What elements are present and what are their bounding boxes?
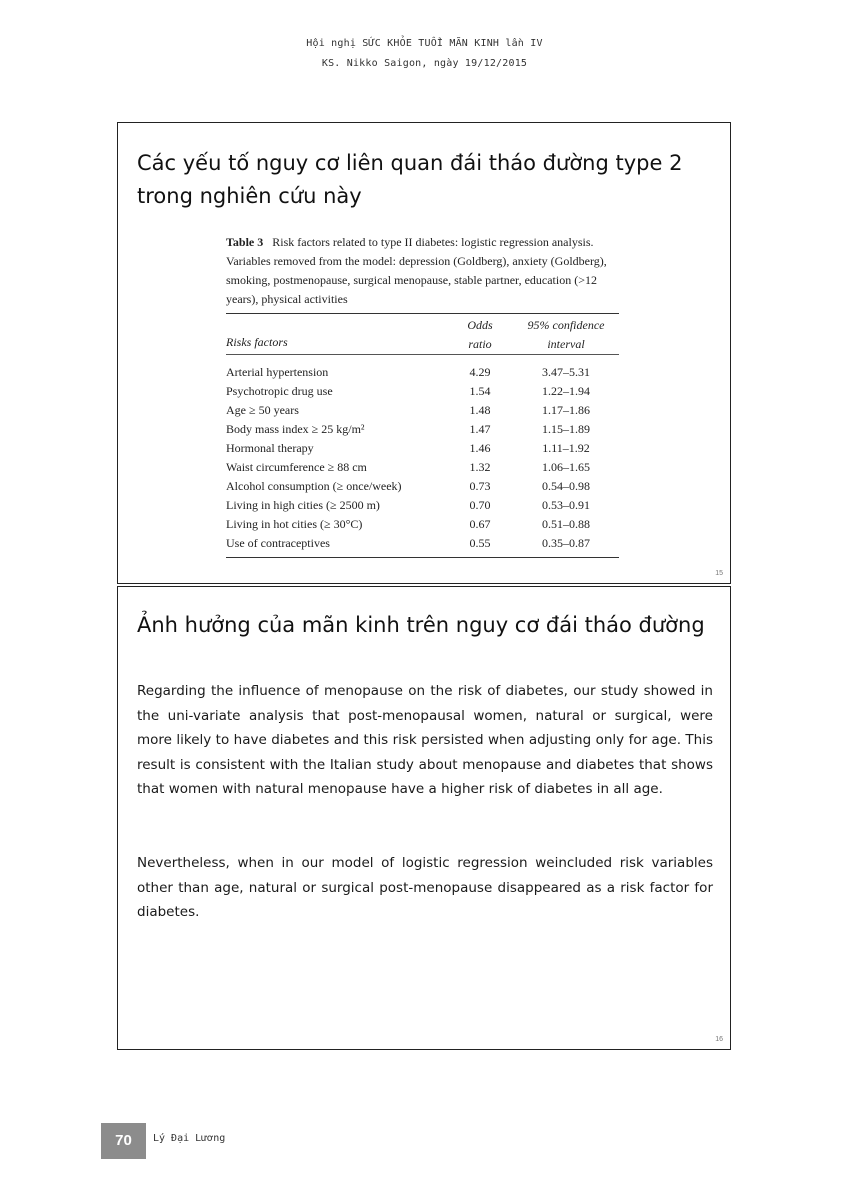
table-label: Table 3 [226, 235, 264, 249]
table-body [226, 355, 619, 557]
confidence-interval-cell: 1.17–1.86 [542, 403, 590, 417]
odds-ratio-cell: 0.67 [469, 517, 491, 531]
table-row [226, 515, 619, 534]
confidence-interval-cell: 0.51–0.88 [542, 517, 590, 531]
risk-factor-cell: Living in hot cities (≥ 30°C) [226, 517, 363, 531]
risk-factor-cell: Psychotropic drug use [226, 384, 333, 398]
risk-factor-cell: Living in high cities (≥ 2500 m) [226, 498, 380, 512]
slide-title: Ảnh hưởng của mãn kinh trên nguy cơ đái tháo đường [137, 613, 705, 637]
risk-factor-cell: Arterial hypertension [226, 365, 329, 379]
table-row [226, 496, 619, 515]
conference-venue-date: KS. Nikko Saigon, ngày 19/12/2015 [321, 58, 528, 69]
table-row [226, 534, 619, 553]
confidence-interval-cell: 1.11–1.92 [542, 441, 590, 455]
confidence-interval-cell: 1.22–1.94 [542, 384, 590, 398]
table-row [226, 420, 619, 439]
col-header-odds: Odds ratio [467, 318, 493, 351]
slide-15 [117, 122, 731, 584]
odds-ratio-cell: 0.55 [469, 536, 491, 550]
slide-title: Các yếu tố nguy cơ liên quan đái tháo đường type 2 trong nghiên cứu này [137, 151, 683, 208]
risk-factor-cell: Hormonal therapy [226, 441, 314, 455]
author-name: Lý Đại Lương [153, 1133, 226, 1144]
table-row [226, 439, 619, 458]
table-caption-text: Risk factors related to type II diabetes: logistic regression analysis. Variables removed from the model: depression (Goldberg), anxiety (Goldberg), smoking, postmenopause, surgical menopause, stable partner, education (>12 years), physical activities [226, 235, 607, 306]
col-header-factors: Risks factors [226, 335, 288, 349]
confidence-interval-cell: 0.35–0.87 [542, 536, 590, 550]
slide-16 [117, 586, 731, 1050]
odds-ratio-cell: 4.29 [469, 365, 491, 379]
odds-ratio-cell: 0.73 [469, 479, 491, 493]
table-row [226, 382, 619, 401]
odds-ratio-cell: 1.48 [469, 403, 491, 417]
slide-number: 16 [715, 1036, 723, 1043]
table-bottom-rule [226, 557, 619, 558]
col-header-ci: 95% confidence interval [527, 318, 605, 351]
table-row [226, 458, 619, 477]
risk-factor-cell: Body mass index ≥ 25 kg/m² [226, 422, 365, 436]
table-header [226, 314, 619, 354]
confidence-interval-cell: 0.53–0.91 [542, 498, 590, 512]
risk-factor-cell: Use of contraceptives [226, 536, 330, 550]
confidence-interval-cell: 1.15–1.89 [542, 422, 590, 436]
page-number: 70 [101, 1123, 146, 1159]
confidence-interval-cell: 3.47–5.31 [542, 365, 590, 379]
risk-factor-cell: Age ≥ 50 years [226, 403, 299, 417]
risk-factor-cell: Waist circumference ≥ 88 cm [226, 460, 367, 474]
table-caption [226, 233, 619, 309]
odds-ratio-cell: 1.47 [469, 422, 491, 436]
confidence-interval-cell: 1.06–1.65 [542, 460, 590, 474]
odds-ratio-cell: 1.46 [469, 441, 491, 455]
paragraph-1: Regarding the influence of menopause on the risk of diabetes, our study showed in the uni-variate analysis that post-menopausal women, natural or surgical, were more likely to have diabetes and this risk persisted when adjusting only for age. This result is consistent with the Italian study about menopause and diabetes that shows that women with natural menopause have a higher risk of diabetes in all age. [137, 683, 713, 797]
odds-ratio-cell: 1.54 [469, 384, 491, 398]
conference-title: Hội nghị SỨC KHỎE TUỔI MÃN KINH lần IV [306, 38, 543, 49]
risk-factor-cell: Alcohol consumption (≥ once/week) [226, 479, 402, 493]
page-footer [101, 1123, 401, 1159]
odds-ratio-cell: 0.70 [469, 498, 491, 512]
odds-ratio-cell: 1.32 [469, 460, 491, 474]
risk-factors-table [226, 233, 619, 558]
paragraph-2: Nevertheless, when in our model of logistic regression weincluded risk variables other than age, natural or surgical post-menopause disappeared as a risk factor for diabetes. [137, 855, 713, 920]
table-row [226, 477, 619, 496]
slide-number: 15 [715, 570, 723, 577]
confidence-interval-cell: 0.54–0.98 [542, 479, 590, 493]
table-row [226, 363, 619, 382]
table-row [226, 401, 619, 420]
